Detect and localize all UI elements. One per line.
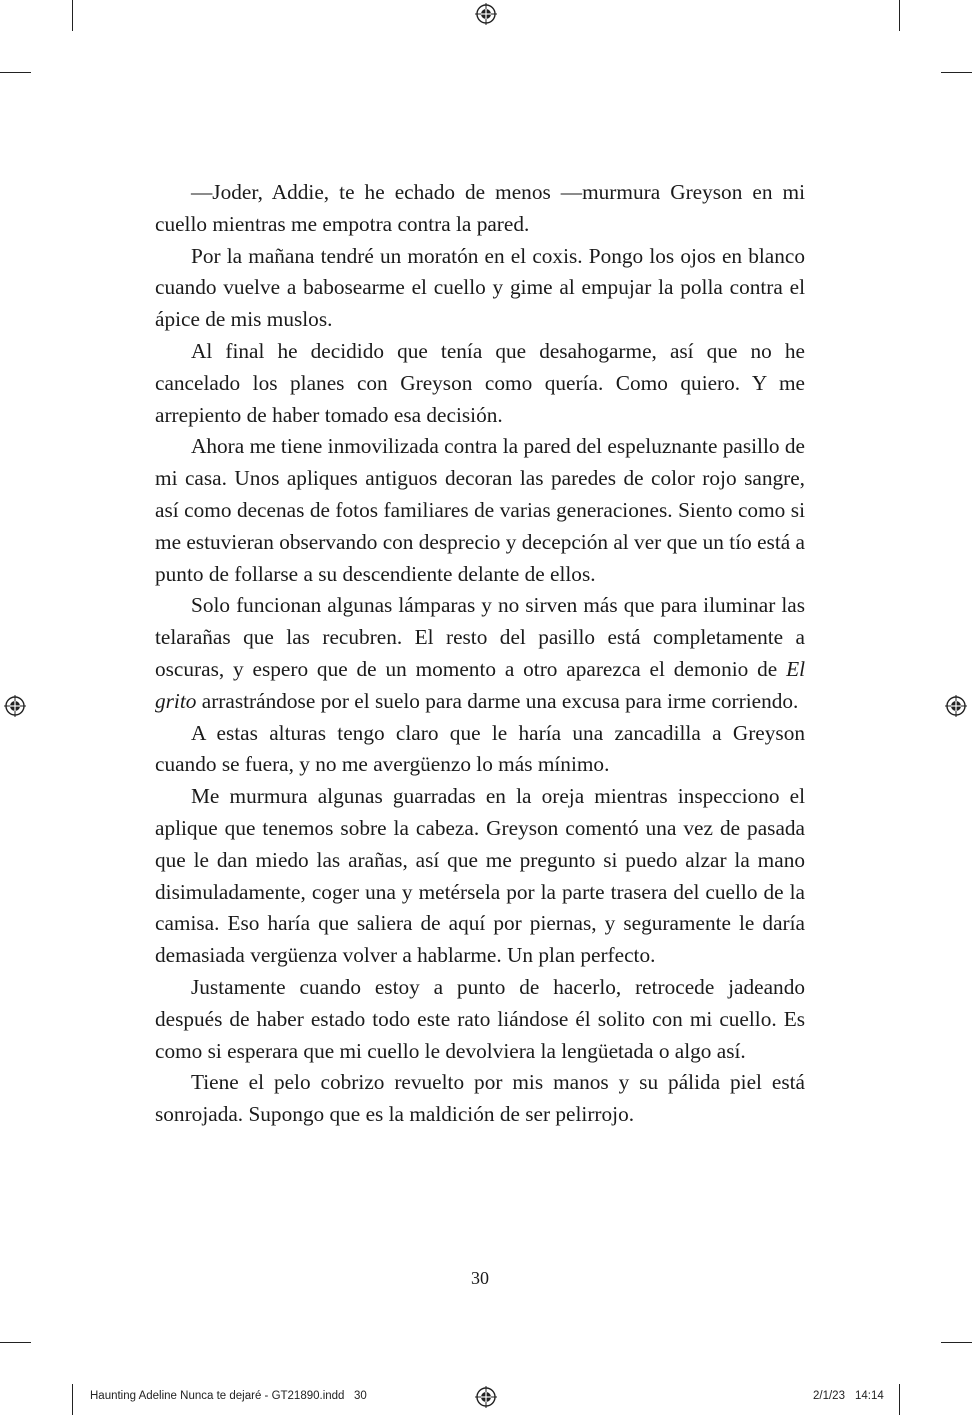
paragraph: —Joder, Addie, te he echado de menos —murmura Greyson en mi cuello mientras me empotra contra la pared.	[155, 180, 805, 236]
paragraph-text: arrastrándose por el suelo para darme una excusa para irme corriendo.	[196, 688, 799, 713]
crop-mark-left-bottom	[0, 1342, 31, 1343]
registration-mark-icon	[475, 3, 497, 25]
slug-time: 14:14	[854, 1390, 884, 1402]
registration-mark-icon	[945, 695, 967, 717]
body-text	[155, 177, 805, 1131]
crop-mark-top-left	[72, 0, 73, 31]
paragraph: Por la mañana tendré un moratón en el coxis. Pongo los ojos en blanco cuando vuelve a babosearme el cuello y gime al empujar la polla contra el ápice de mis muslos.	[155, 243, 805, 332]
paragraph	[155, 590, 805, 717]
paragraph: Justamente cuando estoy a punto de hacerlo, retrocede jadeando después de haber estado todo este rato liándose él solito con mi cuello. Es como si esperara que mi cuello le devolviera la lengüetada o algo así.	[155, 974, 805, 1063]
registration-mark-icon	[475, 1386, 497, 1408]
slug-date: 2/1/23	[813, 1390, 845, 1402]
slug-timestamp	[813, 1390, 884, 1402]
crop-mark-bottom-right	[899, 1384, 900, 1415]
paragraph-text: Solo funcionan algunas lámparas y no sirven más que para iluminar las telarañas que las recubren. El resto del pasillo está completamente a oscuras, y espero que de un momento a otro aparezca el demonio de	[155, 593, 805, 681]
paragraph: Tiene el pelo cobrizo revuelto por mis manos y su pálida piel está sonrojada. Supongo que es la maldición de ser pelirrojo.	[155, 1070, 805, 1127]
registration-mark-icon	[4, 695, 26, 717]
crop-mark-left-top	[0, 72, 31, 73]
work-title: El grito	[155, 656, 805, 713]
slug-filename: Haunting Adeline Nunca te dejaré - GT21890.indd 30	[90, 1390, 367, 1402]
page-number: 30	[471, 1268, 489, 1288]
crop-mark-bottom-left	[72, 1384, 73, 1415]
paragraph: Ahora me tiene inmovilizada contra la pared del espeluznante pasillo de mi casa. Unos apliques antiguos decoran las paredes de color rojo sangre, así como decenas de fotos familiares de varias generaciones. Siento como si me estuvieran observando con desprecio y decepción al ver que un tío está a punto de follarse a su descendiente delante de ellos.	[155, 434, 805, 586]
paragraph: A estas alturas tengo claro que le haría una zancadilla a Greyson cuando se fuera, y no me avergüenzo lo más mínimo.	[155, 720, 805, 777]
crop-mark-right-top	[941, 72, 972, 73]
crop-mark-top-right	[899, 0, 900, 31]
paragraph: Me murmura algunas guarradas en la oreja mientras inspecciono el aplique que tenemos sobre la cabeza. Greyson comentó una vez de pasada que le dan miedo las arañas, así que me pregunto si puedo alzar la mano disimuladamente, coger una y metérsela por la parte trasera del cuello de la camisa. Eso haría que saliera de aquí por piernas, y seguramente le daría demasiada vergüenza volver a hablarme. Un plan perfecto.	[155, 784, 805, 968]
crop-mark-right-bottom	[941, 1342, 972, 1343]
paragraph: Al final he decidido que tenía que desahogarme, así que no he cancelado los planes con Greyson como quería. Como quiero. Y me arrepiento de haber tomado esa decisión.	[155, 338, 805, 427]
